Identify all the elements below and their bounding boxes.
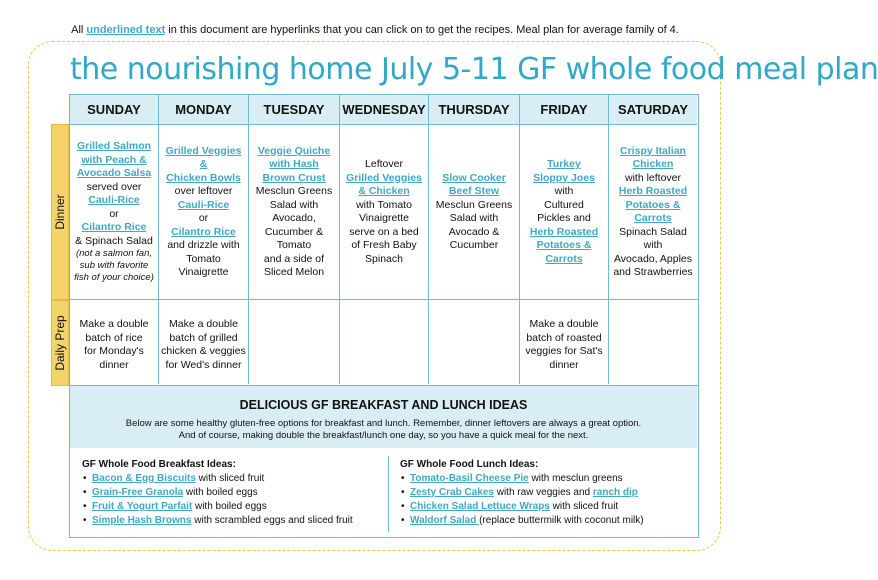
list-item [92, 500, 353, 514]
dinner-label-text: Dinner [53, 194, 67, 230]
recipe-link[interactable]: Cauli-Rice [88, 194, 140, 206]
ideas-section [69, 386, 699, 538]
top-note-text: All [71, 24, 87, 36]
recipe-link[interactable]: Grilled Veggies [346, 171, 422, 184]
item-text: with sliced fruit [549, 501, 619, 512]
prep-sunday [70, 300, 159, 384]
recipe-link[interactable]: Simple Hash Browns [92, 515, 192, 526]
recipe-link[interactable]: Chicken Bowls [166, 171, 241, 184]
prep-friday [520, 300, 609, 384]
header-sunday: SUNDAY [70, 95, 159, 125]
cell-text: Sliced Melon [263, 266, 325, 278]
recipe-link[interactable]: Beef Stew [448, 185, 500, 197]
item-text: with scrambled eggs and sliced fruit [191, 515, 353, 526]
item-text: with sliced fruit [195, 473, 265, 484]
recipe-link[interactable]: Tomato-Basil Cheese Pie [410, 473, 529, 484]
prep-thursday [429, 300, 520, 384]
ideas-divider [388, 456, 389, 532]
header-wednesday: WEDNESDAY [340, 95, 429, 125]
cell-text: Vinaigrette [178, 266, 229, 278]
recipe-link[interactable]: Grilled Veggies & [165, 144, 242, 170]
lunch-heading: GF Whole Food Lunch Ideas: [400, 459, 539, 470]
item-text: with boiled eggs [192, 501, 267, 512]
header-thursday: THURSDAY [429, 95, 520, 125]
recipe-link[interactable]: Cilantro Rice [81, 221, 147, 233]
dinner-saturday [609, 125, 697, 299]
cell-note: fish of your choice) [74, 272, 154, 283]
recipe-link[interactable]: Chicken Salad Lettuce Wraps [410, 501, 550, 512]
recipe-link[interactable]: Herb Roasted [529, 225, 599, 238]
prep-text: chicken & veggies [161, 345, 246, 357]
cell-text: Mesclun Greens [255, 185, 333, 197]
prep-wednesday [340, 300, 429, 384]
cell-note: sub with favorite [79, 260, 149, 271]
header-saturday: SATURDAY [609, 95, 697, 125]
cell-text: Leftover [365, 158, 403, 170]
cell-text: & Spinach Salad [75, 234, 153, 247]
cell-text: Pickles and [537, 212, 591, 224]
cell-text: Vinaigrette [358, 212, 409, 224]
top-note-link[interactable]: underlined text [86, 24, 166, 36]
prep-tuesday [249, 300, 340, 384]
prep-saturday [609, 300, 697, 384]
list-item [410, 514, 644, 528]
cell-text: Avocado, Apples [613, 252, 693, 265]
cell-text: Spinach [365, 252, 403, 265]
cell-text: Cucumber [449, 239, 499, 251]
dinner-monday [159, 125, 249, 299]
header-monday: MONDAY [159, 95, 249, 125]
prep-label-text: Daily Prep [53, 315, 67, 371]
dinner-tuesday [249, 125, 340, 299]
prep-text: Make a double [169, 318, 238, 330]
dinner-row-label [51, 124, 69, 300]
recipe-link[interactable]: Sloppy Joes [533, 171, 595, 184]
cell-text: or [109, 207, 119, 220]
cell-text: of Fresh Baby [351, 239, 417, 251]
list-item [92, 472, 353, 486]
prep-row-label [51, 300, 69, 386]
meal-grid [69, 94, 699, 300]
list-item [92, 486, 353, 500]
header-friday: FRIDAY [520, 95, 609, 125]
cell-text: Tomato [276, 239, 312, 251]
cell-text: or [198, 212, 209, 224]
cell-text: Tomato [186, 252, 221, 265]
list-item [410, 472, 644, 486]
ideas-subtitle-line: Below are some healthy gluten-free options for breakfast and lunch. Remember, dinner leftovers are always a great option. [125, 418, 642, 429]
prep-text: Make a double [79, 318, 149, 330]
recipe-link[interactable]: Potatoes & [625, 198, 681, 211]
list-item [92, 514, 353, 528]
cell-text: Salad with [449, 212, 499, 224]
prep-monday [159, 300, 249, 384]
item-text: with raw veggies and [493, 487, 593, 498]
dinner-wednesday [340, 125, 429, 299]
cell-text: Spinach Salad with [619, 225, 687, 251]
prep-text: batch of grilled [169, 331, 238, 344]
recipe-link[interactable]: Herb Roasted [618, 185, 688, 197]
prep-text: dinner [99, 358, 129, 371]
recipe-link[interactable]: Crispy Italian [620, 144, 686, 157]
item-text: with boiled eggs [183, 487, 258, 498]
prep-text: batch of roasted [526, 331, 602, 344]
ideas-subtitle [70, 418, 697, 442]
recipe-link[interactable]: with Hash [269, 158, 319, 170]
dinner-friday [520, 125, 609, 299]
recipe-link[interactable]: Turkey [547, 158, 581, 170]
recipe-link[interactable]: Avocado Salsa [76, 167, 152, 179]
prep-text: batch of rice [85, 331, 143, 344]
cell-text: with Tomato [356, 198, 412, 211]
recipe-link[interactable]: Carrots [545, 252, 583, 265]
list-item [410, 486, 644, 500]
prep-text: Make a double [529, 318, 599, 330]
cell-text: serve on a bed [349, 225, 419, 238]
recipe-link[interactable]: Veggie Quiche [257, 144, 331, 157]
cell-text: with leftover [624, 171, 682, 184]
cell-note: (not a salmon fan, [75, 248, 153, 259]
recipe-link[interactable]: Chicken [632, 158, 674, 170]
cell-text: Avocado & [448, 225, 500, 238]
prep-text: dinner [549, 358, 579, 371]
recipe-link[interactable]: Brown Crust [262, 171, 326, 184]
prep-text: for Wed's dinner [165, 358, 242, 371]
recipe-link[interactable]: Slow Cooker [442, 171, 506, 184]
item-text: (replace buttermilk with coconut milk) [479, 515, 644, 526]
recipe-link[interactable]: Zesty Crab Cakes [410, 487, 494, 498]
prep-row [69, 300, 699, 386]
cell-text: served over [86, 180, 142, 193]
recipe-link[interactable]: Carrots [634, 212, 672, 224]
prep-text: for Monday's [84, 345, 144, 357]
recipe-link[interactable]: with Peach & [81, 153, 147, 166]
list-item [410, 500, 644, 514]
cell-text: and a side of [263, 252, 325, 265]
page-title: the nourishing home July 5-11 GF whole food meal plan [70, 52, 878, 87]
lunch-ideas [400, 458, 644, 528]
recipe-link[interactable]: Cilantro Rice [171, 225, 236, 238]
recipe-link[interactable]: Fruit & Yogurt Parfait [92, 501, 193, 512]
header-tuesday: TUESDAY [249, 95, 340, 125]
breakfast-ideas [82, 458, 353, 528]
dinner-thursday [429, 125, 520, 299]
breakfast-heading: GF Whole Food Breakfast Ideas: [82, 459, 236, 470]
cell-text: over leftover [174, 185, 233, 197]
ideas-subtitle-line: And of course, making double the breakfast/lunch one day, so you have a quick meal for the next. [178, 430, 589, 441]
cell-text: and drizzle with [167, 239, 240, 251]
top-note [0, 24, 750, 36]
recipe-link[interactable]: Bacon & Egg Biscuits [92, 473, 196, 484]
cell-text: Cucumber & [264, 225, 324, 238]
recipe-link[interactable]: Grilled Salmon [76, 140, 152, 152]
recipe-link[interactable]: Waldorf Salad [410, 515, 480, 526]
item-text: with mesclun greens [528, 473, 623, 484]
recipe-link[interactable]: ranch dip [592, 487, 638, 498]
recipe-link[interactable]: & Chicken [358, 185, 410, 197]
cell-text: with [554, 185, 574, 197]
ideas-title: DELICIOUS GF BREAKFAST AND LUNCH IDEAS [239, 398, 528, 412]
recipe-link[interactable]: Potatoes & [536, 239, 592, 251]
recipe-link[interactable]: Cauli-Rice [177, 198, 230, 211]
recipe-link[interactable]: Grain-Free Granola [92, 487, 184, 498]
top-note-text-after: in this document are hyperlinks that you can click on to get the recipes. Meal plan for average family of 4. [165, 24, 679, 36]
cell-text: Cultured [544, 198, 584, 211]
cell-text: and Strawberries [613, 266, 693, 278]
cell-text: Salad with [269, 198, 319, 211]
cell-text: Mesclun Greens [435, 198, 513, 211]
prep-text: veggies for Sat's [525, 345, 603, 357]
dinner-sunday [70, 125, 159, 299]
cell-text: Avocado, [272, 212, 316, 224]
